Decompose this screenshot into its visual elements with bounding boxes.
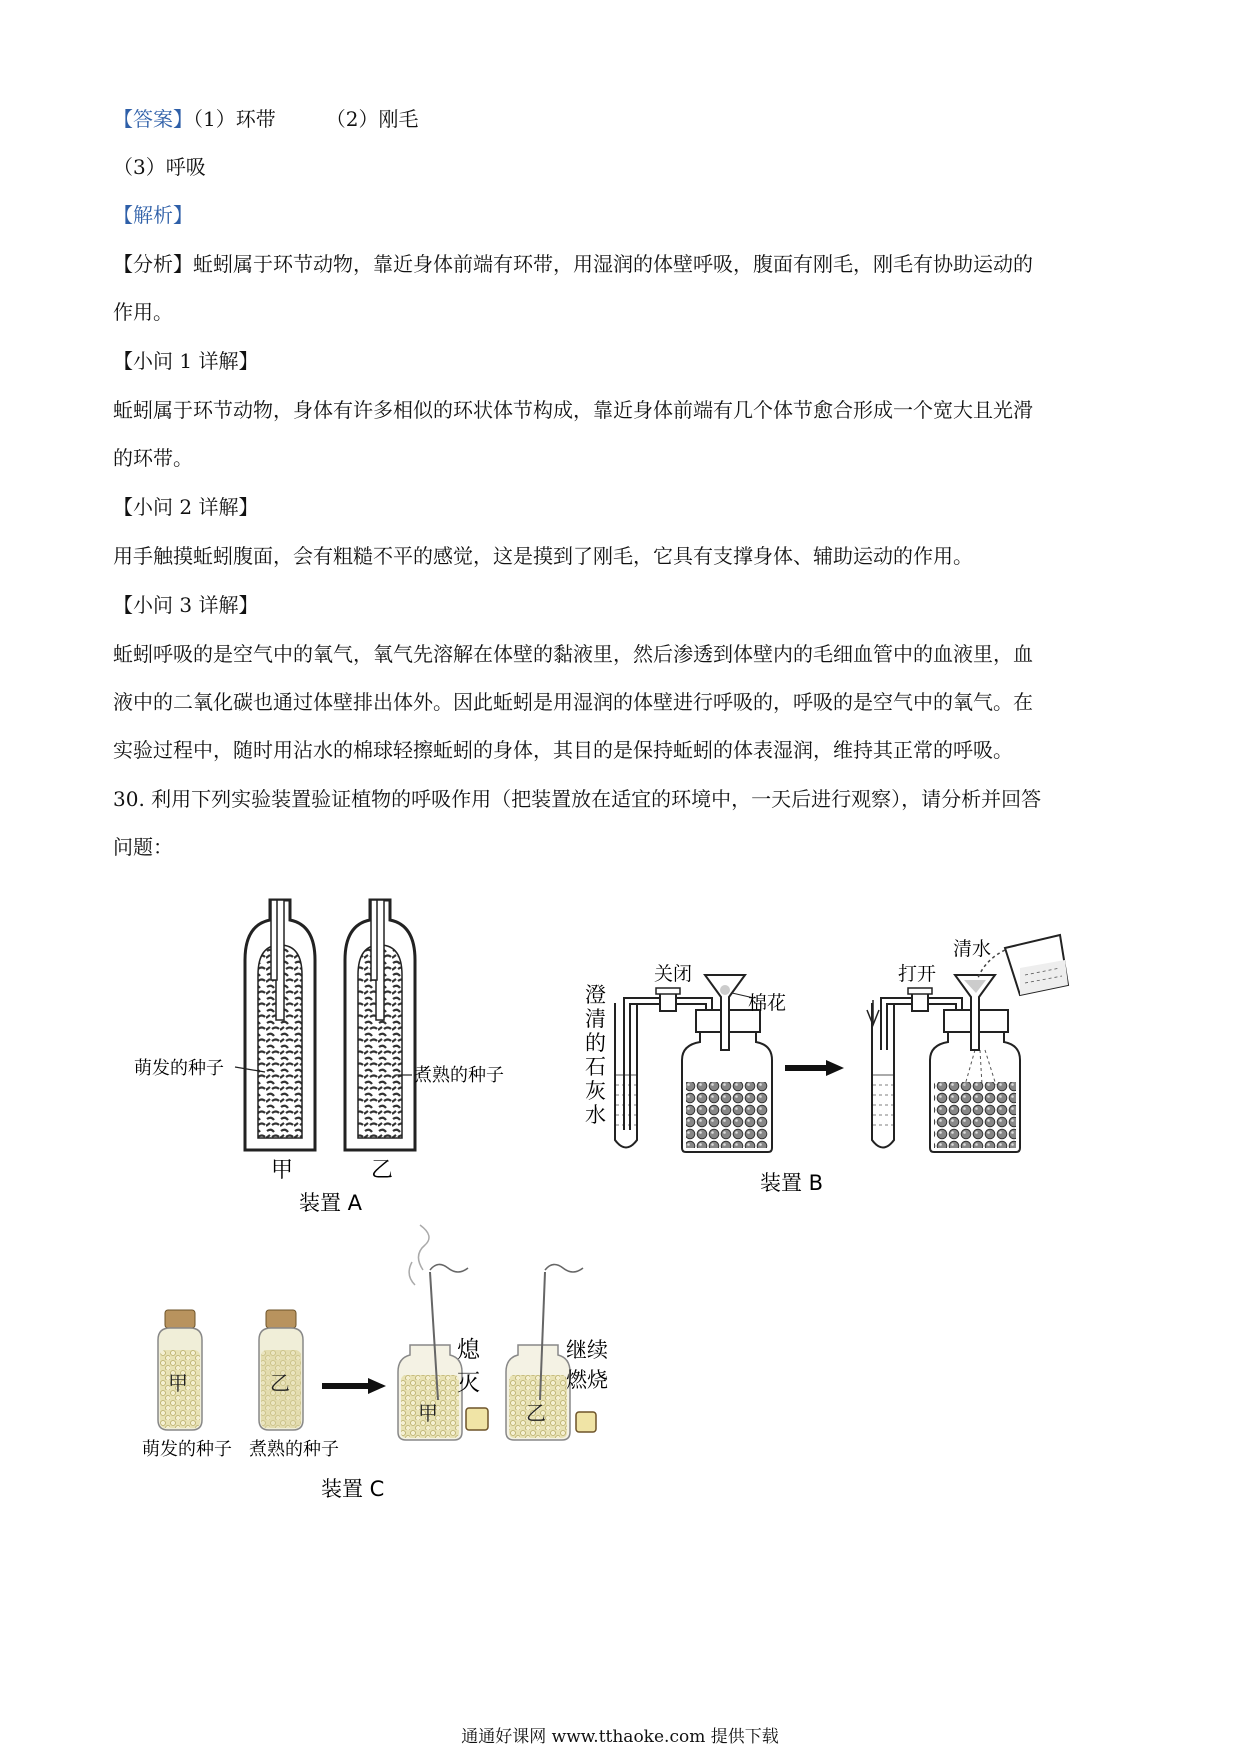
fenxi-text1: 蚯蚓属于环节动物，靠近身体前端有环带，用湿润的体壁呼吸，腹面有刚毛，刚毛有协助运动的 <box>193 252 1033 276</box>
figc-jar-yi: 乙 <box>526 1401 546 1425</box>
answer-part3: （3）呼吸 <box>113 155 206 179</box>
limewater-char: 澄 <box>585 983 606 1007</box>
limewater-char: 灰 <box>585 1079 606 1103</box>
answer-label: 【答案】 <box>113 107 193 131</box>
figc-continue1: 继续 <box>566 1338 608 1362</box>
figc-continue2: 燃烧 <box>566 1368 608 1392</box>
device-a <box>134 900 504 1215</box>
q1-label: 【小问 1 详解】 <box>113 349 259 373</box>
figa-label-left: 萌发的种子 <box>134 1058 224 1079</box>
cork-icon <box>576 1412 596 1432</box>
q3-label: 【小问 3 详解】 <box>113 593 259 617</box>
answer-part1: （1）环带 <box>193 107 276 131</box>
q3-line3: 实验过程中，随时用沾水的棉球轻擦蚯蚓的身体，其目的是保持蚯蚓的体表湿润，维持其正常的呼吸。 <box>113 738 1013 762</box>
arrow-right-icon <box>322 1378 386 1394</box>
figc-jar-jia: 甲 <box>418 1401 438 1425</box>
limewater-char: 石 <box>585 1055 606 1079</box>
device-c <box>142 1225 608 1501</box>
page-footer: 通通好课网 www.tthaoke.com 提供下载 <box>461 1727 779 1747</box>
figa-yi: 乙 <box>371 1158 394 1183</box>
figc-title: 装置 C <box>321 1477 385 1501</box>
test-tube-right <box>872 1003 894 1148</box>
vial-jia-c <box>158 1310 202 1430</box>
figa-jia: 甲 <box>271 1158 294 1183</box>
figb-title: 装置 B <box>760 1171 824 1195</box>
limewater-char: 水 <box>585 1103 606 1127</box>
q30-line1: 30. 利用下列实验装置验证植物的呼吸作用（把装置放在适宜的环境中，一天后进行观察），请分析并回答 <box>113 787 1042 811</box>
figc-yi: 乙 <box>270 1371 290 1395</box>
cork-icon <box>466 1408 488 1430</box>
limewater-label <box>585 983 606 1127</box>
clamp-icon <box>908 988 932 1011</box>
figb-closed: 关闭 <box>654 963 693 985</box>
figc-label-left: 萌发的种子 <box>142 1439 232 1460</box>
figc-extinguish1: 熄 <box>457 1337 480 1363</box>
test-tube-left <box>615 1003 637 1148</box>
fenxi-line2: 作用。 <box>113 300 173 324</box>
q2-label: 【小问 2 详解】 <box>113 495 259 519</box>
q3-line1: 蚯蚓呼吸的是空气中的氧气，氧气先溶解在体壁的黏液里，然后渗透到体壁内的毛细血管中的血液里，血 <box>113 642 1033 666</box>
figc-extinguish2: 灭 <box>457 1370 480 1396</box>
figb-cotton: 棉花 <box>748 992 787 1014</box>
q1-line1: 蚯蚓属于环节动物，身体有许多相似的环状体节构成，靠近身体前端有几个体节愈合形成一个宽大且光滑 <box>113 398 1033 422</box>
beaker-icon <box>978 935 1068 995</box>
figa-label-right: 煮熟的种子 <box>414 1065 504 1086</box>
figb-open: 打开 <box>898 963 937 985</box>
jar-jia-c <box>398 1225 468 1440</box>
figb-water: 清水 <box>953 938 992 960</box>
q30-line2: 问题： <box>113 835 173 859</box>
q3-line2: 液中的二氧化碳也通过体壁排出体外。因此蚯蚓是用湿润的体壁进行呼吸的，呼吸的是空气中的氧气。在 <box>113 690 1033 714</box>
clamp-icon <box>656 988 680 1011</box>
answer-part2: （2）刚毛 <box>325 107 419 131</box>
analysis-label: 【解析】 <box>113 203 193 227</box>
device-b <box>585 935 1068 1195</box>
limewater-char: 清 <box>585 1007 606 1031</box>
vial-yi-c <box>259 1310 303 1430</box>
figc-jia: 甲 <box>168 1371 188 1395</box>
arrow-right-icon <box>785 1060 844 1076</box>
figc-label-right: 煮熟的种子 <box>249 1439 339 1460</box>
fenxi-label: 【分析】 <box>113 252 193 276</box>
q2-line1: 用手触摸蚯蚓腹面，会有粗糙不平的感觉，这是摸到了刚毛，它具有支撑身体、辅助运动的作用。 <box>113 544 973 568</box>
figa-title: 装置 A <box>299 1191 363 1215</box>
q1-line2: 的环带。 <box>113 446 193 470</box>
limewater-char: 的 <box>585 1031 606 1055</box>
